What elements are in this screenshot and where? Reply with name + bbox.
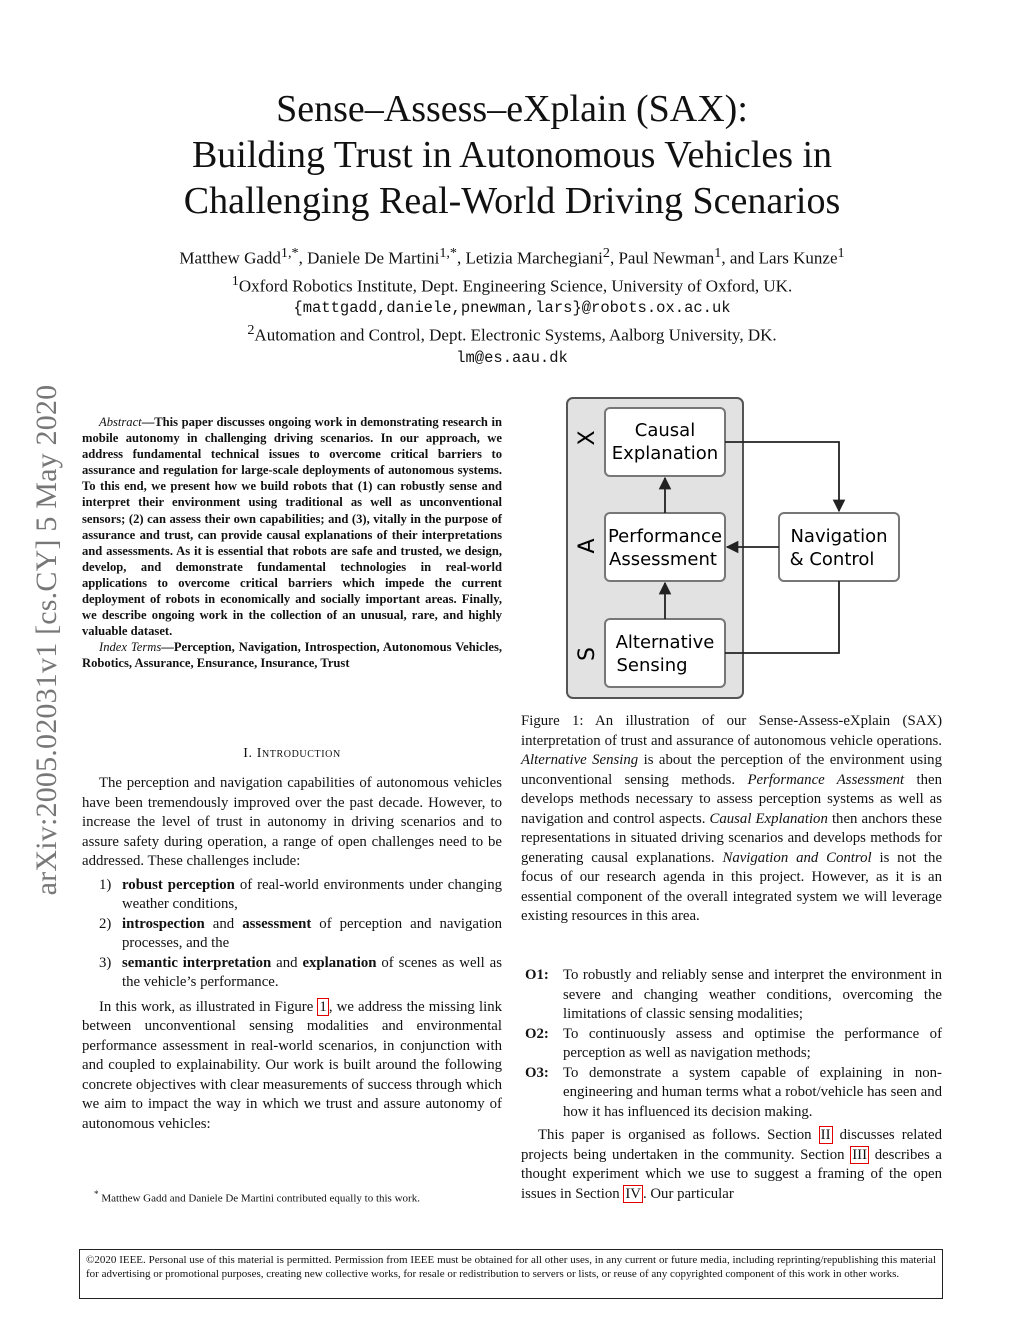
title-line-2: Building Trust in Autonomous Vehicles in [191, 134, 833, 176]
index-terms-text: —Perception, Navigation, Introspection, Autonomous Vehicles, Robotics, Assurance, Ensurance, Insurance, Trust [82, 640, 502, 671]
title-line-1: Sense–Assess–eXplain (SAX): [276, 88, 748, 130]
list-item: 2) introspection and assessment of perception and navigation processes, and the [99, 915, 502, 951]
objective-1: O1: To robustly and reliably sense and interpret the environment in severe and changing weather conditions, overcoming the limitations of classic sensing modalities; [525, 967, 942, 1022]
arxiv-id: arXiv:2005.02031v1 [cs.CY] 5 May 2020 [30, 384, 63, 896]
objective-2: O2: To continuously assess and optimise the performance of perception as well as navigation methods; [525, 1025, 942, 1061]
abstract [82, 414, 502, 672]
arxiv-stamp [27, 350, 67, 930]
affiliation-2: $^2$Automation and Control, Dept. Electronic Systems, Aalborg University, DK. [247, 322, 777, 345]
causal-explanation-box [605, 408, 725, 476]
challenge-list [82, 876, 502, 993]
introduction-body [82, 774, 502, 1134]
abstract-label: Abstract [99, 415, 142, 429]
objective-3: O3: To demonstrate a system capable of explaining in non-engineering and human terms what a robot/vehicle has seen and how it has influenced its decision making. [525, 1064, 942, 1120]
letter-s: S [575, 647, 600, 661]
organisation-paragraph: This paper is organised as follows. Section II discusses related projects being undertaken in the community. Section III describes a thought experiment which we use to suggest a framing of the open issues in Section IV . Our particular [521, 1127, 942, 1202]
alternative-label-2: Sensing [616, 655, 688, 676]
sax-diagram [560, 392, 905, 704]
author-names: Matthew Gadd$^{1,*}$, Daniele De Martini$^{1,*}$, Letizia Marchegiani$^2$, Paul Newman$^1$, and Lars Kunze$^1$ [179, 245, 845, 268]
section-heading-introduction: I. Introduction [243, 746, 341, 761]
copyright-notice: ©2020 IEEE. Personal use of this material is permitted. Permission from IEEE must be obtained for all other uses, in any current or future media, including reprinting/republishing this material for advertising or promotional purposes, creating new collective works, for resale or redistribution to servers or lists, or reuse of any copyrighted component of this work in other works. [79, 1249, 943, 1299]
abstract-text: —This paper discusses ongoing work in demonstrating research in mobile autonomy in challenging driving scenarios. In our approach, we address fundamental technical issues to overcome critical barriers to assurance and regulation for large-scale deployments of autonomous systems. To this end, we present how we build robots that (1) can robustly sense and interpret their environment using traditional as well as unconventional sensors; (2) can assess their own capabilities; and (3), vitally in the purpose of assurance and trust, can provide causal explanations of their interpretations and assessments. As it is essential that robots are safe and trusted, we design, develop, and demonstrate fundamental technologies in real-world applications to overcome critical barriers which impede the current deployment of robots in economically and socially important areas. Finally, we describe ongoing work in the collection of an unusual, rare, and highly valuable dataset. [82, 415, 502, 639]
intro-paragraph-2: In this work, as illustrated in Figure 1 , we address the missing link between unconventional sensing modalities and environmental performance assessment in real-world scenarios, in conjunction with and coupled to explainability. Our work is built around the following concrete objectives with clear measurements of success through which we aim to impact the way in which we trust and assure autonomy of autonomous vehicles: [82, 998, 502, 1132]
title-line-3: Challenging Real-World Driving Scenarios [183, 180, 841, 222]
email-2: lm@es.aau.dk [456, 348, 568, 367]
paper-title [80, 86, 944, 224]
alternative-sensing-box [605, 619, 725, 687]
list-item: 3) semantic interpretation and explanation of scenes as well as the vehicle’s performance. [99, 954, 503, 990]
navigation-label-1: Navigation [790, 526, 888, 547]
letter-a: A [575, 538, 600, 554]
performance-label-1: Performance [607, 526, 723, 547]
intro-paragraph-1: The perception and navigation capabilities of autonomous vehicles have been tremendously improved over the past decade. However, to increase the level of trust in autonomy in driving scenarios and to assure safety during operation, a range of open challenges need to be addressed. These challenges include: [82, 775, 502, 869]
causal-label-2: Explanation [611, 443, 719, 464]
performance-assessment-box [605, 513, 725, 581]
figure-caption: Figure 1: An illustration of our Sense-Assess-eXplain (SAX) interpretation of trust and assurance of autonomous vehicle operations. Alternative Sensing is about the perception of the environment using unconventional sensing methods. Performance Assessment then develops methods necessary to assess perception systems as well as navigation and control aspects. Causal Explanation then anchors these representations in situated driving scenarios and develops methods for generating causal explanations. Navigation and Control is not the focus of our research agenda in this project. However, as it is an essential component of the overall integrated system we will leverage existing resources in this area. [521, 713, 943, 924]
email-1: {mattgadd,daniele,pnewman,lars}@robots.ox.ac.uk [293, 299, 731, 318]
author-block [80, 242, 944, 369]
objectives-list [521, 966, 942, 1122]
list-item: 1) robust perception of real-world environments under changing weather conditions, [99, 876, 502, 912]
footnote: * Matthew Gadd and Daniele De Martini contributed equally to this work. [94, 1189, 420, 1205]
navigation-control-box [779, 513, 899, 581]
letter-x: X [575, 430, 600, 446]
performance-label-2: Assessment [609, 549, 717, 570]
index-terms-label: Index Terms [99, 640, 162, 655]
causal-label-1: Causal [634, 420, 696, 441]
affiliation-1: $^1$Oxford Robotics Institute, Dept. Engineering Science, University of Oxford, UK. [231, 272, 793, 296]
alternative-label-1: Alternative [615, 632, 715, 653]
navigation-label-2: & Control [789, 549, 875, 570]
